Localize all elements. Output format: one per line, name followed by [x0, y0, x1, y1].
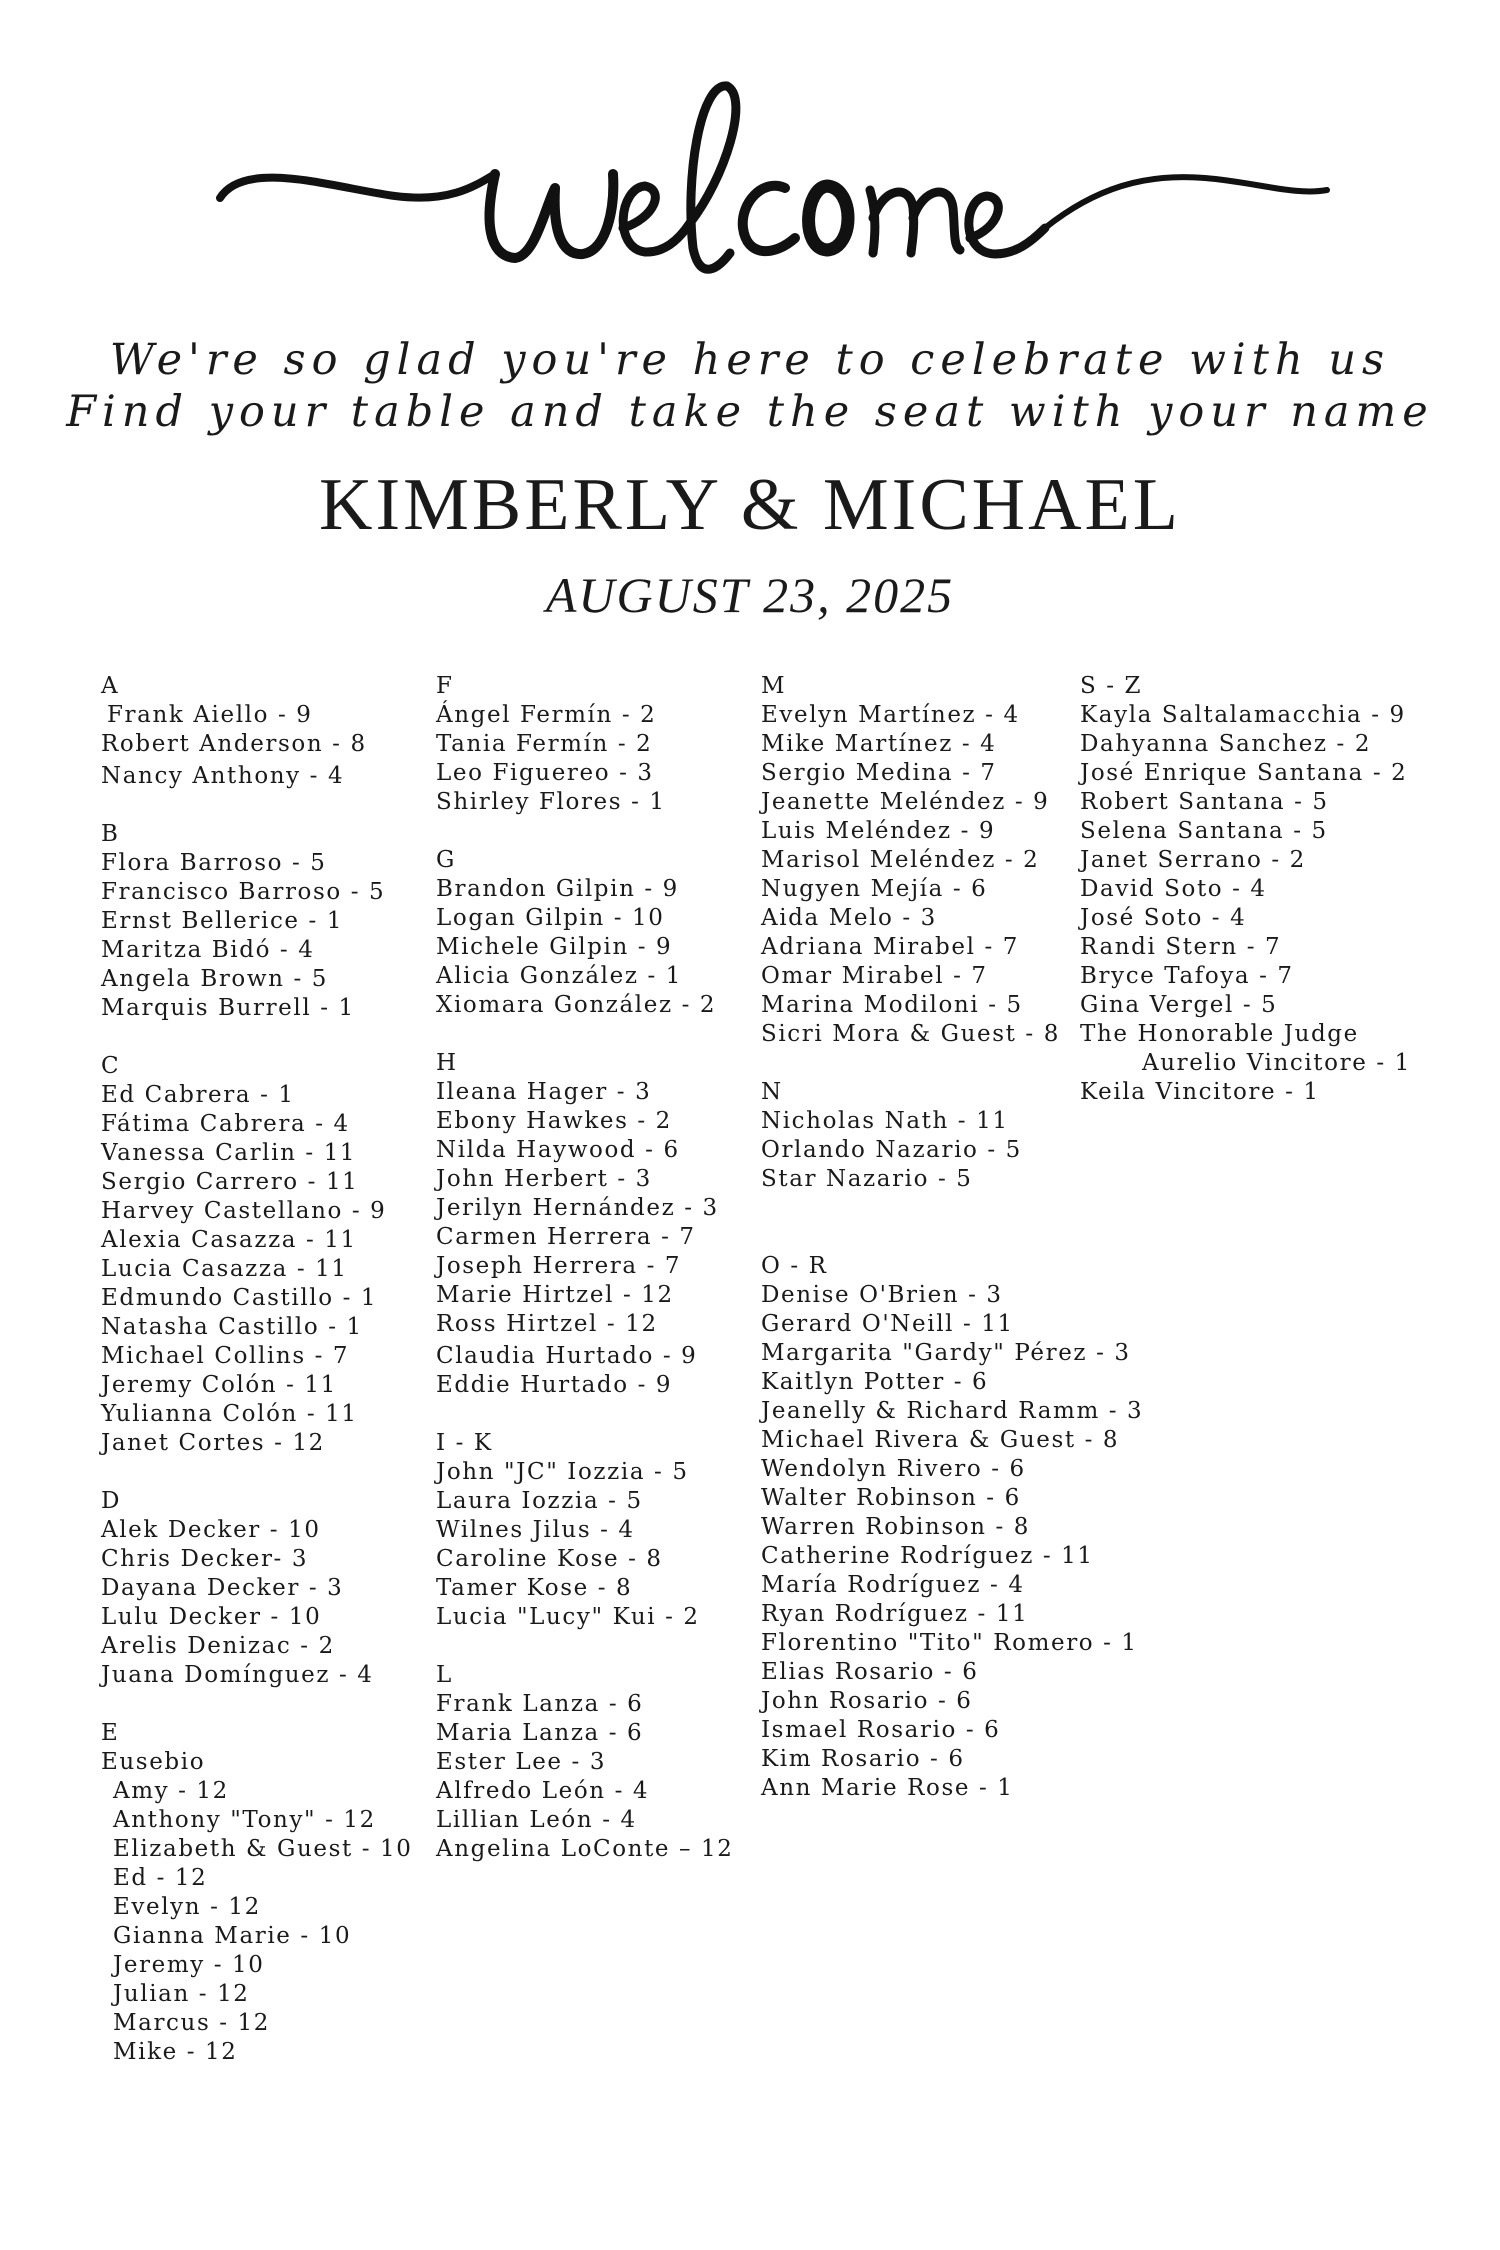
guest-entry: Flora Barroso - 5	[101, 850, 327, 876]
guest-entry: Denise O'Brien - 3	[761, 1282, 1003, 1308]
guest-entry: Marquis Burrell - 1	[101, 995, 355, 1021]
guest-entry: Alek Decker - 10	[101, 1517, 321, 1543]
guest-entry: Claudia Hurtado - 9	[436, 1343, 698, 1369]
guest-entry: Tamer Kose - 8	[436, 1575, 633, 1601]
guest-entry: David Soto - 4	[1080, 876, 1267, 902]
guest-entry: Luis Meléndez - 9	[761, 818, 996, 844]
guest-entry: Eddie Hurtado - 9	[436, 1372, 673, 1398]
guest-entry: Dahyanna Sanchez - 2	[1080, 731, 1372, 757]
guest-entry: Elizabeth & Guest - 10	[113, 1836, 413, 1862]
guest-entry: Frank Lanza - 6	[436, 1691, 644, 1717]
guest-entry: Marina Modiloni - 5	[761, 992, 1023, 1018]
group-letter: G	[436, 847, 456, 873]
guest-entry: Keila Vincitore - 1	[1080, 1079, 1320, 1105]
guest-entry: Ebony Hawkes - 2	[436, 1108, 672, 1134]
guest-entry: Sergio Medina - 7	[761, 760, 997, 786]
guest-entry: Ester Lee - 3	[436, 1749, 607, 1775]
guest-entry: Ileana Hager - 3	[436, 1079, 652, 1105]
guest-entry: Shirley Flores - 1	[436, 789, 666, 815]
guest-entry: Harvey Castellano - 9	[101, 1198, 387, 1224]
guest-entry: Mike - 12	[113, 2039, 238, 2065]
guest-entry: Dayana Decker - 3	[101, 1575, 344, 1601]
guest-entry: Amy - 12	[113, 1778, 229, 1804]
group-letter: D	[101, 1488, 122, 1514]
guest-entry: Ed - 12	[113, 1865, 208, 1891]
guest-entry: Nancy Anthony - 4	[101, 763, 345, 789]
subtitle-line-2: Find your table and take the seat with your name	[66, 387, 1434, 437]
guest-entry: Aida Melo - 3	[761, 905, 937, 931]
guest-entry: The Honorable Judge	[1080, 1021, 1359, 1047]
guest-entry: Alicia González - 1	[436, 963, 682, 989]
guest-entry: Mike Martínez - 4	[761, 731, 997, 757]
guest-entry: Selena Santana - 5	[1080, 818, 1328, 844]
guest-entry: Nugyen Mejía - 6	[761, 876, 988, 902]
guest-entry: Jeremy Colón - 11	[101, 1372, 337, 1398]
guest-entry: Ross Hirtzel - 12	[436, 1311, 658, 1337]
family-name: Eusebio	[101, 1749, 206, 1775]
guest-entry: John Herbert - 3	[436, 1166, 652, 1192]
group-letter: H	[436, 1050, 458, 1076]
group-f	[436, 672, 756, 817]
group-i-k	[436, 1429, 756, 1632]
column-1	[101, 672, 421, 2067]
group-s-z	[1080, 672, 1480, 1107]
guest-entry: Lucia Casazza - 11	[101, 1256, 348, 1282]
column-2	[436, 672, 756, 1864]
group-n	[761, 1078, 1081, 1194]
guest-entry: Caroline Kose - 8	[436, 1546, 663, 1572]
guest-entry: María Rodríguez - 4	[761, 1572, 1025, 1598]
group-letter: E	[101, 1720, 120, 1746]
group-d	[101, 1487, 421, 1690]
guest-entry: Maritza Bidó - 4	[101, 937, 315, 963]
guest-entry: Logan Gilpin - 10	[436, 905, 665, 931]
guest-entry: Ángel Fermín - 2	[436, 702, 657, 728]
guest-entry: Robert Santana - 5	[1080, 789, 1329, 815]
guest-entry: Janet Cortes - 12	[101, 1430, 325, 1456]
guest-entry: Anthony "Tony" - 12	[113, 1807, 376, 1833]
guest-entry: Star Nazario - 5	[761, 1166, 973, 1192]
guest-entry: John Rosario - 6	[761, 1688, 973, 1714]
guest-entry: Florentino "Tito" Romero - 1	[761, 1630, 1138, 1656]
guest-entry: Elias Rosario - 6	[761, 1659, 979, 1685]
guest-entry: Ed Cabrera - 1	[101, 1082, 295, 1108]
guest-entry: Randi Stern - 7	[1080, 934, 1282, 960]
group-m	[761, 672, 1081, 1049]
event-date: AUGUST 23, 2025	[545, 567, 955, 623]
guest-entry: Natasha Castillo - 1	[101, 1314, 363, 1340]
guest-entry: Lucia "Lucy" Kui - 2	[436, 1604, 700, 1630]
guest-entry: Michael Collins - 7	[101, 1343, 350, 1369]
guest-entry: Robert Anderson - 8	[101, 731, 367, 757]
welcome-word-hidden: welcome	[772, 303, 778, 304]
guest-entry: Jeremy - 10	[113, 1952, 265, 1978]
guest-entry: Jerilyn Hernández - 3	[436, 1195, 719, 1221]
guest-entry: Fátima Cabrera - 4	[101, 1111, 350, 1137]
guest-entry: Ernst Bellerice - 1	[101, 908, 344, 934]
guest-entry: Angela Brown - 5	[101, 966, 329, 992]
guest-entry: Michele Gilpin - 9	[436, 934, 673, 960]
group-a	[101, 672, 421, 791]
guest-entry: Tania Fermín - 2	[436, 731, 653, 757]
guest-entry: Julian - 12	[113, 1981, 250, 2007]
guest-entry: Evelyn - 12	[113, 1894, 261, 1920]
column-4	[1080, 672, 1480, 1107]
subtitle-line-1: We're so glad you're here to celebrate with us	[109, 335, 1391, 385]
guest-entry: Orlando Nazario - 5	[761, 1137, 1022, 1163]
guest-entry: Xiomara González - 2	[436, 992, 717, 1018]
guest-entry: Kim Rosario - 6	[761, 1746, 965, 1772]
group-h	[436, 1049, 756, 1400]
couple-names: KIMBERLY & MICHAEL	[319, 464, 1181, 546]
guest-entry: Evelyn Martínez - 4	[761, 702, 1020, 728]
guest-entry: Adriana Mirabel - 7	[761, 934, 1019, 960]
guest-entry: Maria Lanza - 6	[436, 1720, 644, 1746]
group-letter: M	[761, 673, 787, 699]
group-letter: F	[436, 673, 454, 699]
guest-entry: Wilnes Jilus - 4	[436, 1517, 635, 1543]
guest-entry: Wendolyn Rivero - 6	[761, 1456, 1026, 1482]
guest-entry: Francisco Barroso - 5	[101, 879, 386, 905]
guest-entry: Nilda Haywood - 6	[436, 1137, 680, 1163]
guest-entry: Angelina LoConte – 12	[436, 1836, 734, 1862]
guest-entry: Aurelio Vincitore - 1	[1142, 1050, 1411, 1076]
guest-entry: Ryan Rodríguez - 11	[761, 1601, 1029, 1627]
group-letter: S - Z	[1080, 673, 1143, 699]
guest-entry: Omar Mirabel - 7	[761, 963, 988, 989]
guest-entry: Joseph Herrera - 7	[436, 1253, 682, 1279]
group-c	[101, 1052, 421, 1458]
guest-entry: Catherine Rodríguez - 11	[761, 1543, 1094, 1569]
guest-entry: Marie Hirtzel - 12	[436, 1282, 674, 1308]
guest-entry: Ismael Rosario - 6	[761, 1717, 1001, 1743]
group-letter: O - R	[761, 1253, 828, 1279]
guest-entry: Chris Decker- 3	[101, 1546, 309, 1572]
welcome-script-art	[215, 78, 1335, 308]
guest-entry: Edmundo Castillo - 1	[101, 1285, 378, 1311]
group-letter: C	[101, 1053, 121, 1079]
guest-entry: Marcus - 12	[113, 2010, 271, 2036]
guest-entry: Warren Robinson - 8	[761, 1514, 1031, 1540]
group-l	[436, 1661, 756, 1864]
group-e	[101, 1719, 421, 2067]
guest-entry: Sergio Carrero - 11	[101, 1169, 359, 1195]
guest-entry: José Soto - 4	[1080, 905, 1247, 931]
guest-entry: Laura Iozzia - 5	[436, 1488, 643, 1514]
guest-entry: Alexia Casazza - 11	[101, 1227, 357, 1253]
guest-entry: Lulu Decker - 10	[101, 1604, 322, 1630]
guest-entry: Gerard O'Neill - 11	[761, 1311, 1014, 1337]
guest-entry: John "JC" Iozzia - 5	[436, 1459, 689, 1485]
guest-entry: Juana Domínguez - 4	[101, 1662, 374, 1688]
guest-entry: Lillian León - 4	[436, 1807, 637, 1833]
group-letter: N	[761, 1079, 783, 1105]
group-letter: A	[101, 673, 120, 699]
guest-entry: Yulianna Colón - 11	[101, 1401, 358, 1427]
guest-entry: Leo Figuereo - 3	[436, 760, 654, 786]
guest-entry: José Enrique Santana - 2	[1080, 760, 1408, 786]
guest-entry: Nicholas Nath - 11	[761, 1108, 1009, 1134]
group-g	[436, 846, 756, 1020]
guest-entry: Kayla Saltalamacchia - 9	[1080, 702, 1406, 728]
guest-entry: Brandon Gilpin - 9	[436, 876, 679, 902]
guest-entry: Jeanette Meléndez - 9	[761, 789, 1050, 815]
guest-entry: Alfredo León - 4	[436, 1778, 650, 1804]
group-letter: I - K	[436, 1430, 493, 1456]
guest-entry: Gina Vergel - 5	[1080, 992, 1278, 1018]
guest-entry: Bryce Tafoya - 7	[1080, 963, 1294, 989]
guest-entry: Kaitlyn Potter - 6	[761, 1369, 989, 1395]
guest-entry: Walter Robinson - 6	[761, 1485, 1021, 1511]
guest-entry: Jeanelly & Richard Ramm - 3	[761, 1398, 1144, 1424]
guest-entry: Janet Serrano - 2	[1080, 847, 1306, 873]
group-letter: B	[101, 821, 120, 847]
guest-entry: Ann Marie Rose - 1	[761, 1775, 1014, 1801]
guest-entry: Marisol Meléndez - 2	[761, 847, 1040, 873]
guest-entry: Michael Rivera & Guest - 8	[761, 1427, 1120, 1453]
guest-entry: Arelis Denizac - 2	[101, 1633, 335, 1659]
group-letter: L	[436, 1662, 453, 1688]
guest-entry: Carmen Herrera - 7	[436, 1224, 696, 1250]
guest-entry: Gianna Marie - 10	[113, 1923, 352, 1949]
group-b	[101, 820, 421, 1023]
guest-entry: Margarita "Gardy" Pérez - 3	[761, 1340, 1131, 1366]
guest-entry: Frank Aiello - 9	[107, 702, 313, 728]
guest-entry: Vanessa Carlin - 11	[101, 1140, 357, 1166]
group-o-r	[761, 1252, 1144, 1803]
guest-entry: Sicri Mora & Guest - 8	[761, 1021, 1060, 1047]
